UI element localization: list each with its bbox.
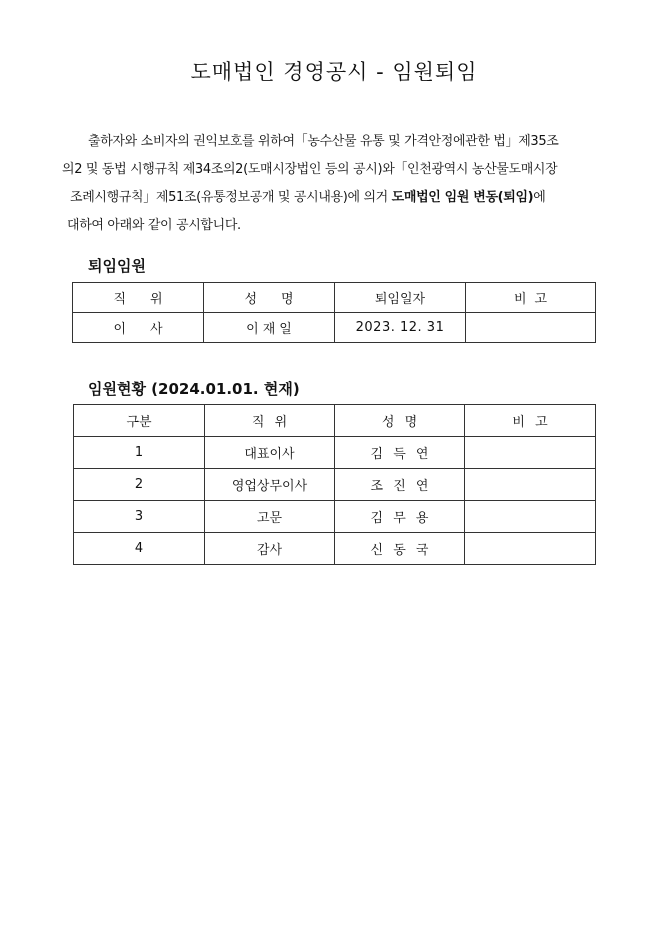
table-header-row (73, 283, 596, 313)
paragraph-highlight: 도매법인 임원 변동(퇴임) (391, 190, 534, 205)
header-name: 성명 (204, 283, 335, 313)
cell-name: 조 진 연 (335, 469, 465, 501)
cell-position: 고문 (205, 501, 335, 533)
cell-name: 김 무 용 (335, 501, 465, 533)
header-category: 구분 (74, 405, 205, 437)
paragraph-line-3 (62, 184, 622, 212)
paragraph-line-2: 의2 및 동법 시행규칙 제34조의2(도매시장법인 등의 공시)와「인천광역시 농산물도매시장 (62, 162, 558, 177)
cell-name: 김 득 연 (335, 437, 465, 469)
cell-note (465, 501, 596, 533)
cell-no: 1 (74, 437, 205, 469)
paragraph-line-4: 대하여 아래와 같이 공시합니다. (67, 218, 241, 233)
cell-note (466, 313, 596, 343)
table-row (73, 313, 596, 343)
header-position: 직 위 (205, 405, 335, 437)
paragraph-line-3-text: 조례시행규칙」제51조(유통정보공개 및 공시내용)에 의거 (70, 190, 392, 205)
table-row (74, 437, 596, 469)
header-note: 비고 (466, 283, 596, 313)
cell-note (465, 469, 596, 501)
cell-retire-date: 2023. 12. 31 (335, 313, 466, 343)
header-note: 비 고 (465, 405, 596, 437)
header-position: 직위 (73, 283, 204, 313)
cell-no: 4 (74, 533, 205, 565)
retired-heading: 퇴임임원 (88, 257, 146, 275)
header-name: 성 명 (335, 405, 465, 437)
cell-position: 감사 (205, 533, 335, 565)
paragraph-line-1: 출하자와 소비자의 권익보호를 위하여「농수산물 유통 및 가격안정에관한 법」제35조 (88, 134, 559, 149)
table-row (74, 501, 596, 533)
cell-position: 이사 (73, 313, 204, 343)
retired-officers-table (72, 282, 596, 343)
cell-no: 2 (74, 469, 205, 501)
cell-name: 신 동 국 (335, 533, 465, 565)
paragraph-line-3-end: 에 (533, 190, 546, 205)
table-header-row (74, 405, 596, 437)
header-retire-date: 퇴임일자 (335, 283, 466, 313)
cell-note (465, 533, 596, 565)
cell-no: 3 (74, 501, 205, 533)
cell-note (465, 437, 596, 469)
cell-name: 이재일 (204, 313, 335, 343)
page-title: 도매법인 경영공시 - 임원퇴임 (190, 60, 478, 84)
current-heading: 임원현황 (2024.01.01. 현재) (88, 380, 300, 398)
cell-position: 영업상무이사 (205, 469, 335, 501)
cell-position: 대표이사 (205, 437, 335, 469)
table-row (74, 469, 596, 501)
table-row (74, 533, 596, 565)
current-officers-table (73, 404, 596, 565)
notice-paragraph (62, 128, 622, 240)
